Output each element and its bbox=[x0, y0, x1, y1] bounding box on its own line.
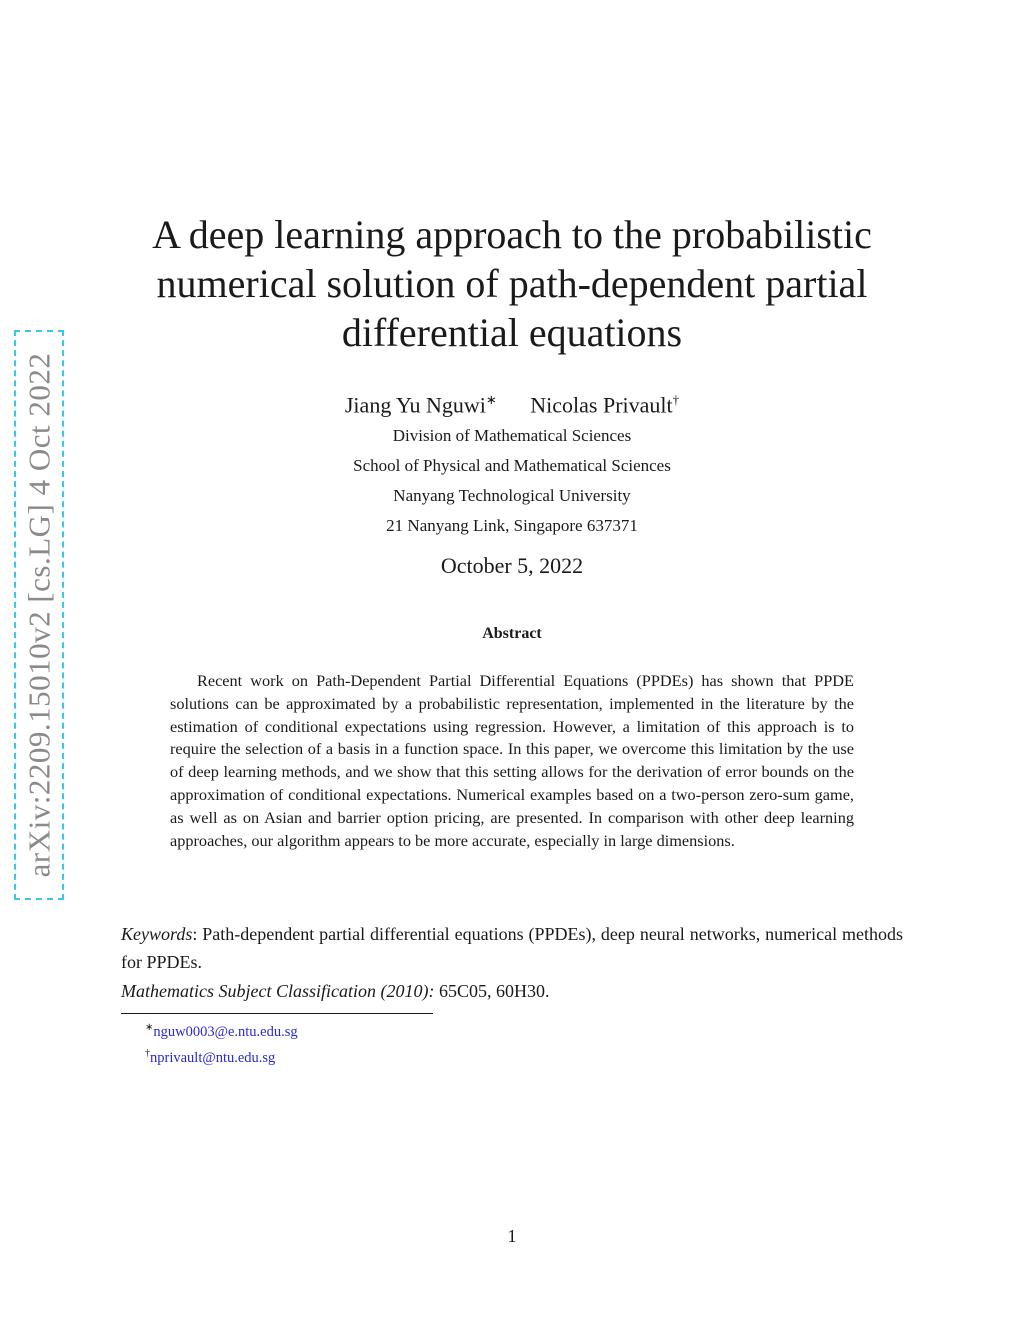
arxiv-identifier-stamp[interactable] bbox=[14, 330, 64, 900]
footnote-mark: † bbox=[145, 1047, 150, 1059]
msc-label: Mathematics Subject Classification (2010): bbox=[121, 981, 435, 1001]
publication-date: October 5, 2022 bbox=[440, 553, 584, 578]
keywords-text: : Path-dependent partial differential equations (PPDEs), deep neural networks, numerical methods for PPDEs. bbox=[121, 924, 903, 972]
title-line-1: A deep learning approach to the probabilistic bbox=[152, 212, 872, 257]
keywords-paragraph bbox=[121, 920, 903, 976]
affiliation-line: Nanyang Technological University bbox=[393, 486, 631, 505]
footnote-2 bbox=[145, 1043, 545, 1069]
affiliation-line: Division of Mathematical Sciences bbox=[392, 426, 632, 445]
email-link-privault[interactable]: nprivault@ntu.edu.sg bbox=[150, 1049, 276, 1066]
author-2 bbox=[530, 386, 679, 419]
author-footnote-mark: † bbox=[672, 392, 680, 407]
abstract-text: Recent work on Path-Dependent Partial Differential Equations (PPDEs) has shown that PPDE solutions can be approximated by a probabilistic representation, implemented in the literature by the estimation of conditional expectations using regression. However, a limitation of this approach is to require the selection of a basis in a function space. In this paper, we overcome this limitation by the use of deep learning methods, and we show that this setting allows for the derivation of error bounds on the approximation of conditional expectations. Numerical examples based on a two-person zero-sum game, as well as on Asian and barrier option pricing, are presented. In comparison with other deep learning approaches, our algorithm appears to be more accurate, especially in large dimensions. bbox=[170, 671, 854, 850]
author-name: Nicolas Privault bbox=[530, 392, 673, 418]
title-line-3: differential equations bbox=[341, 310, 683, 355]
title-line-2: numerical solution of path-dependent partial bbox=[156, 261, 868, 306]
author-name: Jiang Yu Nguwi bbox=[344, 392, 486, 418]
arxiv-identifier-text: arXiv:2209.15010v2 [cs.LG] 4 Oct 2022 bbox=[21, 352, 56, 878]
keywords-label: Keywords bbox=[121, 924, 193, 944]
affiliation-block bbox=[110, 421, 914, 541]
footnote-1 bbox=[145, 1017, 545, 1043]
author-footnote-mark: ∗ bbox=[485, 392, 497, 407]
paper-title bbox=[110, 210, 914, 357]
author-list bbox=[110, 386, 914, 419]
msc-classification bbox=[121, 978, 903, 1004]
msc-codes: 65C05, 60H30. bbox=[434, 981, 550, 1001]
footnote-mark: ∗ bbox=[145, 1022, 154, 1033]
affiliation-line: School of Physical and Mathematical Sciences bbox=[353, 456, 671, 475]
email-link-nguwi[interactable]: nguw0003@e.ntu.edu.sg bbox=[153, 1023, 298, 1040]
footnotes bbox=[145, 1017, 545, 1069]
affiliation-line: 21 Nanyang Link, Singapore 637371 bbox=[386, 516, 638, 535]
author-1 bbox=[345, 386, 497, 419]
page-number: 1 bbox=[507, 1226, 517, 1246]
abstract-heading: Abstract bbox=[482, 625, 542, 642]
footnote-divider bbox=[121, 1013, 433, 1014]
